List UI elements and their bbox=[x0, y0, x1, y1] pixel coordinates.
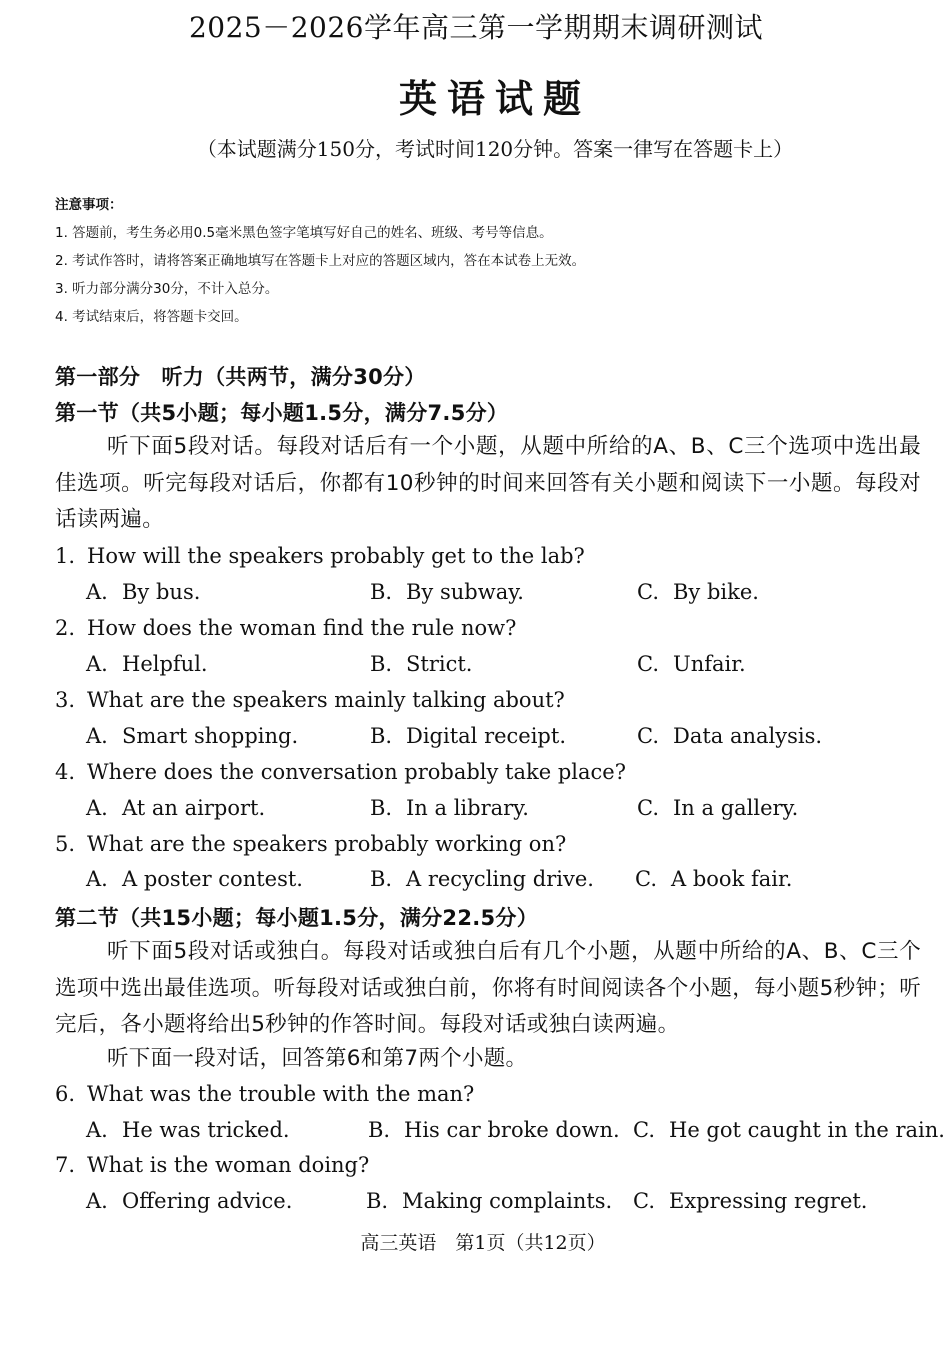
option-letter: B. bbox=[370, 580, 393, 604]
exam-title: 2025－2026学年高三第一学期期末调研测试 bbox=[188, 11, 764, 44]
option-letter: C. bbox=[633, 1189, 655, 1213]
option-a bbox=[86, 724, 298, 748]
option-letter: A. bbox=[86, 1189, 108, 1213]
exam-info: （本试题满分150分，考试时间120分钟。答案一律写在答题卡上） bbox=[196, 137, 794, 161]
question-number: 2. bbox=[55, 616, 76, 640]
option-letter: A. bbox=[86, 1118, 108, 1142]
option-letter: A. bbox=[86, 796, 108, 820]
option-a bbox=[86, 1189, 292, 1213]
option-c bbox=[633, 1189, 868, 1213]
option-a bbox=[86, 796, 265, 820]
option-text: His car broke down. bbox=[404, 1118, 620, 1142]
option-letter: B. bbox=[370, 796, 393, 820]
option-letter: C. bbox=[633, 1118, 655, 1142]
option-c bbox=[637, 652, 746, 676]
notice-item: 4. 考试结束后，将答题卡交回。 bbox=[55, 309, 248, 325]
option-letter: B. bbox=[366, 1189, 389, 1213]
option-text: By bus. bbox=[122, 580, 201, 604]
question-4 bbox=[55, 760, 626, 784]
option-text: Unfair. bbox=[673, 652, 746, 676]
option-text: He got caught in the rain. bbox=[669, 1118, 945, 1142]
question-3 bbox=[55, 688, 565, 712]
option-text: In a gallery. bbox=[673, 796, 799, 820]
section1-instructions: 听下面5段对话。每段对话后有一个小题，从题中所给的A、B、C三个选项中选出最佳选项。听完每段对话后，你都有10秒钟的时间来回答有关小题和阅读下一小题。每段对话读两遍。 bbox=[55, 434, 921, 532]
option-a bbox=[86, 580, 200, 604]
option-c bbox=[637, 796, 798, 820]
option-text: By bike. bbox=[673, 580, 759, 604]
option-a bbox=[86, 867, 303, 891]
notice-item: 3. 听力部分满分30分，不计入总分。 bbox=[55, 281, 279, 297]
question-text: What are the speakers probably working on? bbox=[87, 832, 567, 856]
question-number: 1. bbox=[55, 544, 76, 568]
option-letter: C. bbox=[637, 652, 659, 676]
option-text: Helpful. bbox=[122, 652, 208, 676]
option-text: Offering advice. bbox=[122, 1189, 293, 1213]
option-c bbox=[635, 867, 792, 891]
option-text: In a library. bbox=[406, 796, 529, 820]
question-number: 4. bbox=[55, 760, 76, 784]
option-text: Smart shopping. bbox=[122, 724, 299, 748]
option-text: At an airport. bbox=[122, 796, 266, 820]
question-text: What was the trouble with the man? bbox=[87, 1082, 475, 1106]
option-text: Expressing regret. bbox=[669, 1189, 868, 1213]
option-letter: A. bbox=[86, 652, 108, 676]
option-letter: C. bbox=[637, 580, 659, 604]
question-number: 6. bbox=[55, 1082, 76, 1106]
option-b bbox=[366, 1189, 612, 1213]
option-text: A poster contest. bbox=[122, 867, 303, 891]
option-c bbox=[633, 1118, 945, 1142]
dialogue-intro: 听下面一段对话，回答第6和第7两个小题。 bbox=[107, 1046, 528, 1071]
question-text: How does the woman find the rule now? bbox=[87, 616, 517, 640]
option-text: A recycling drive. bbox=[406, 867, 594, 891]
subject-title: 英语试题 bbox=[398, 77, 591, 121]
option-text: By subway. bbox=[406, 580, 524, 604]
notice-heading: 注意事项： bbox=[55, 197, 123, 213]
question-number: 7. bbox=[55, 1153, 76, 1177]
option-letter: C. bbox=[637, 796, 659, 820]
question-7 bbox=[55, 1153, 369, 1177]
question-text: What are the speakers mainly talking about? bbox=[87, 688, 565, 712]
question-2 bbox=[55, 616, 516, 640]
option-b bbox=[370, 796, 529, 820]
option-letter: B. bbox=[368, 1118, 391, 1142]
option-b bbox=[370, 724, 566, 748]
option-letter: B. bbox=[370, 652, 393, 676]
question-1 bbox=[55, 544, 585, 568]
option-c bbox=[637, 724, 822, 748]
option-text: A book fair. bbox=[671, 867, 793, 891]
option-letter: A. bbox=[86, 867, 108, 891]
option-c bbox=[637, 580, 759, 604]
option-a bbox=[86, 1118, 290, 1142]
section2-heading: 第二节（共15小题；每小题1.5分，满分22.5分） bbox=[55, 906, 539, 930]
option-text: Data analysis. bbox=[673, 724, 823, 748]
question-number: 3. bbox=[55, 688, 76, 712]
option-b bbox=[370, 652, 472, 676]
option-b bbox=[368, 1118, 620, 1142]
option-b bbox=[370, 867, 594, 891]
option-letter: B. bbox=[370, 724, 393, 748]
option-letter: B. bbox=[370, 867, 393, 891]
section1-heading: 第一节（共5小题；每小题1.5分，满分7.5分） bbox=[55, 401, 509, 425]
option-text: He was tricked. bbox=[122, 1118, 290, 1142]
option-text: Digital receipt. bbox=[406, 724, 566, 748]
option-letter: C. bbox=[637, 724, 659, 748]
option-text: Making complaints. bbox=[402, 1189, 613, 1213]
option-b bbox=[370, 580, 524, 604]
question-text: How will the speakers probably get to the lab? bbox=[87, 544, 585, 568]
page-footer: 高三英语 第1页（共12页） bbox=[360, 1232, 606, 1254]
question-text: What is the woman doing? bbox=[87, 1153, 370, 1177]
section2-instructions: 听下面5段对话或独白。每段对话或独白后有几个小题，从题中所给的A、B、C三个选项中选出最佳选项。听每段对话或独白前，你将有时间阅读各个小题，每小题5秒钟；听完后，各小题将给出5秒钟的作答时间。每段对话或独白读两遍。 bbox=[55, 939, 921, 1037]
question-6 bbox=[55, 1082, 474, 1106]
question-5 bbox=[55, 832, 566, 856]
notice-item: 2. 考试作答时，请将答案正确地填写在答题卡上对应的答题区域内，答在本试卷上无效。 bbox=[55, 253, 586, 269]
question-text: Where does the conversation probably take place? bbox=[87, 760, 626, 784]
option-text: Strict. bbox=[406, 652, 473, 676]
question-number: 5. bbox=[55, 832, 76, 856]
part1-heading: 第一部分 听力（共两节，满分30分） bbox=[55, 365, 426, 389]
notice-item: 1. 答题前，考生务必用0.5毫米黑色签字笔填写好自己的姓名、班级、考号等信息。 bbox=[55, 225, 553, 241]
option-letter: C. bbox=[635, 867, 657, 891]
option-letter: A. bbox=[86, 724, 108, 748]
option-a bbox=[86, 652, 208, 676]
option-letter: A. bbox=[86, 580, 108, 604]
